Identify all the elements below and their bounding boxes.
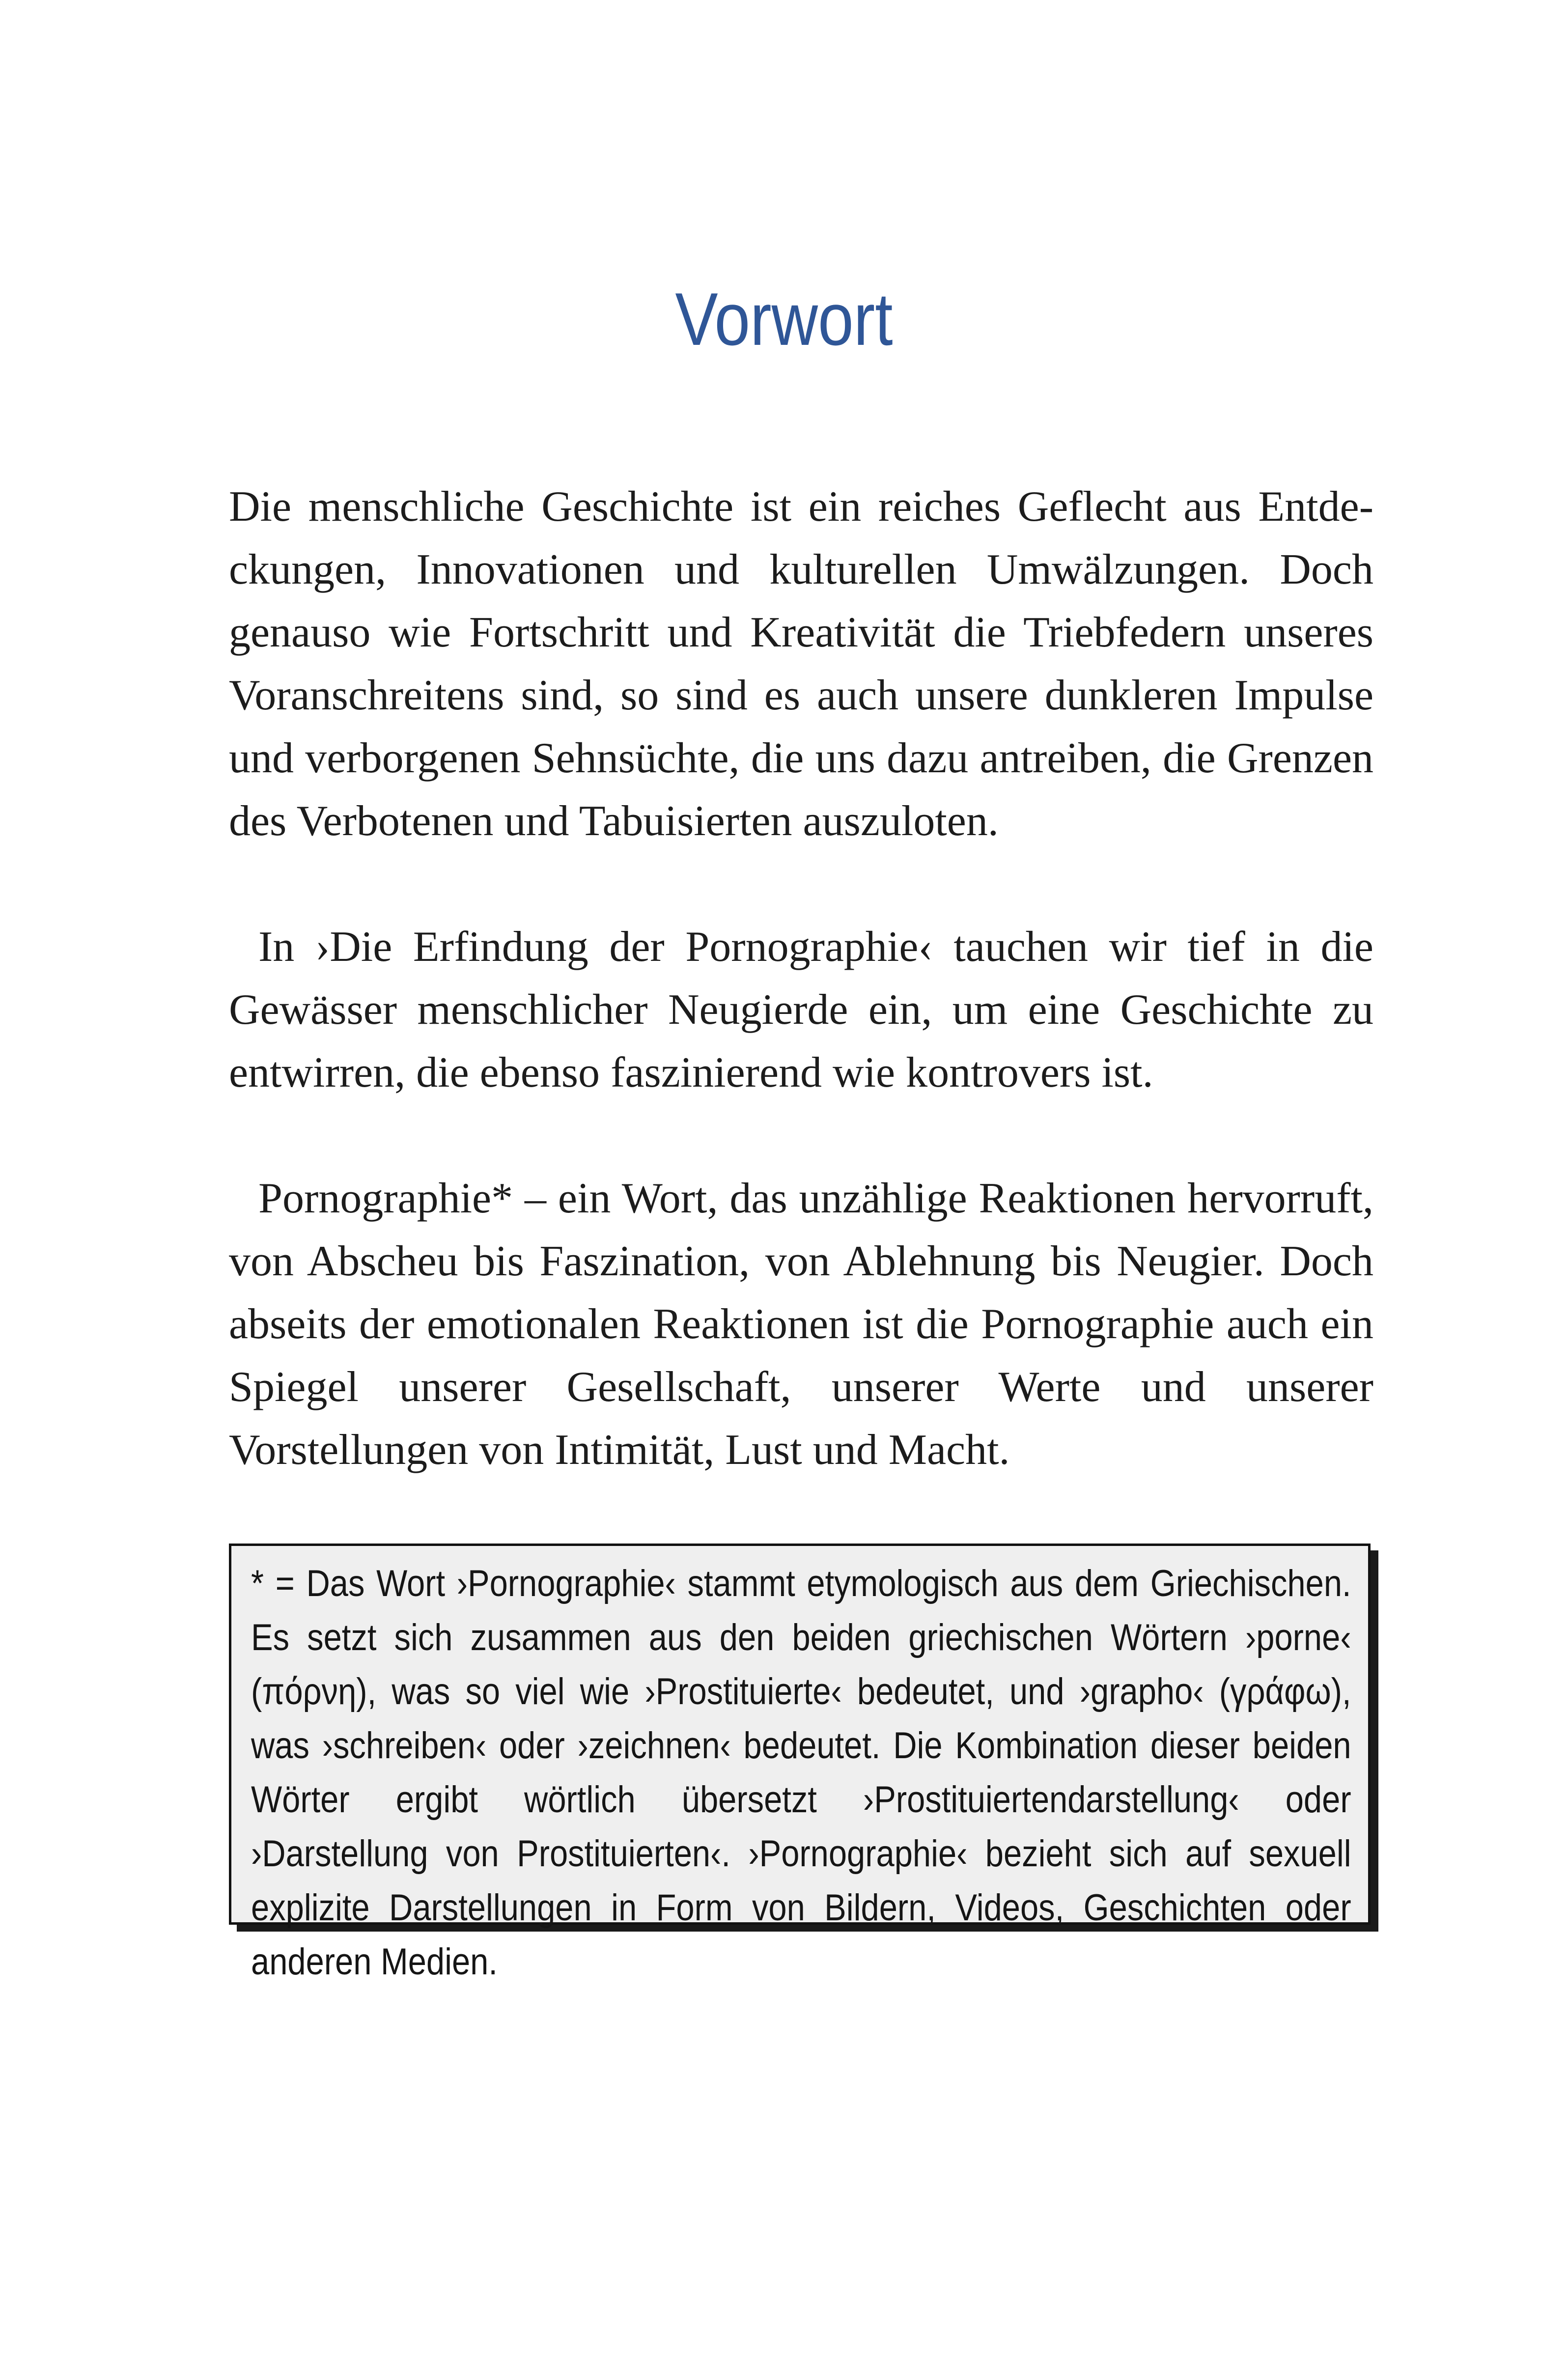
paragraph-book-topic: In ›Die Erfindung der Pornographie‹ tauchen wir tief in die Gewässer menschlicher Neugierde ein, um eine Geschichte zu entwirren, die ebenso faszinierend wie kontrovers ist. bbox=[229, 923, 1373, 1096]
paragraph-pornographie: Pornographie* – ein Wort, das unzählige Reaktionen hervorruft, von Abscheu bis Faszination, von Ablehnung bis Neugier. Doch abseits der emotionalen Reaktionen ist die Pornographie auch ein Spiegel unserer Gesellschaft, unserer Werte und unserer Vorstellungen von Intimität, Lust und Macht. bbox=[229, 1175, 1373, 1474]
page-title: Vorwort bbox=[675, 278, 893, 361]
footnote-box bbox=[229, 1544, 1371, 1983]
footnote-text: * = Das Wort ›Pornographie‹ stammt etymologisch aus dem Griechischen. Es setzt sich zusammen aus den beiden griechischen Wörtern ›porne‹ (πόρνη), was so viel wie ›Prostituierte‹ bedeutet, und ›grapho‹ (γράφω), was ›schreiben‹ oder ›zeichnen‹ bedeutet. Die Kombination dieser beiden Wörter ergibt wörtlich übersetzt ›Prostituiertendarstellung‹ oder ›Darstellung von Prostituierten‹. ›Pornographie‹ bezieht sich auf sexuell explizite Darstellungen in Form von Bildern, Videos, Geschichten oder anderen Medien. bbox=[251, 1563, 1351, 1983]
paragraph-intro: Die menschliche Geschichte ist ein reiches Geflecht aus Entdeckungen, Innovationen und kulturellen Umwälzungen. Doch genauso wie Fortschritt und Kreativität die Triebfedern unseres Voranschreitens sind, so sind es auch unsere dunkleren Impulse und verborgenen Sehnsüchte, die uns dazu antreiben, die Grenzen des Verbotenen und Tabuisierten auszuloten. bbox=[229, 483, 1373, 845]
